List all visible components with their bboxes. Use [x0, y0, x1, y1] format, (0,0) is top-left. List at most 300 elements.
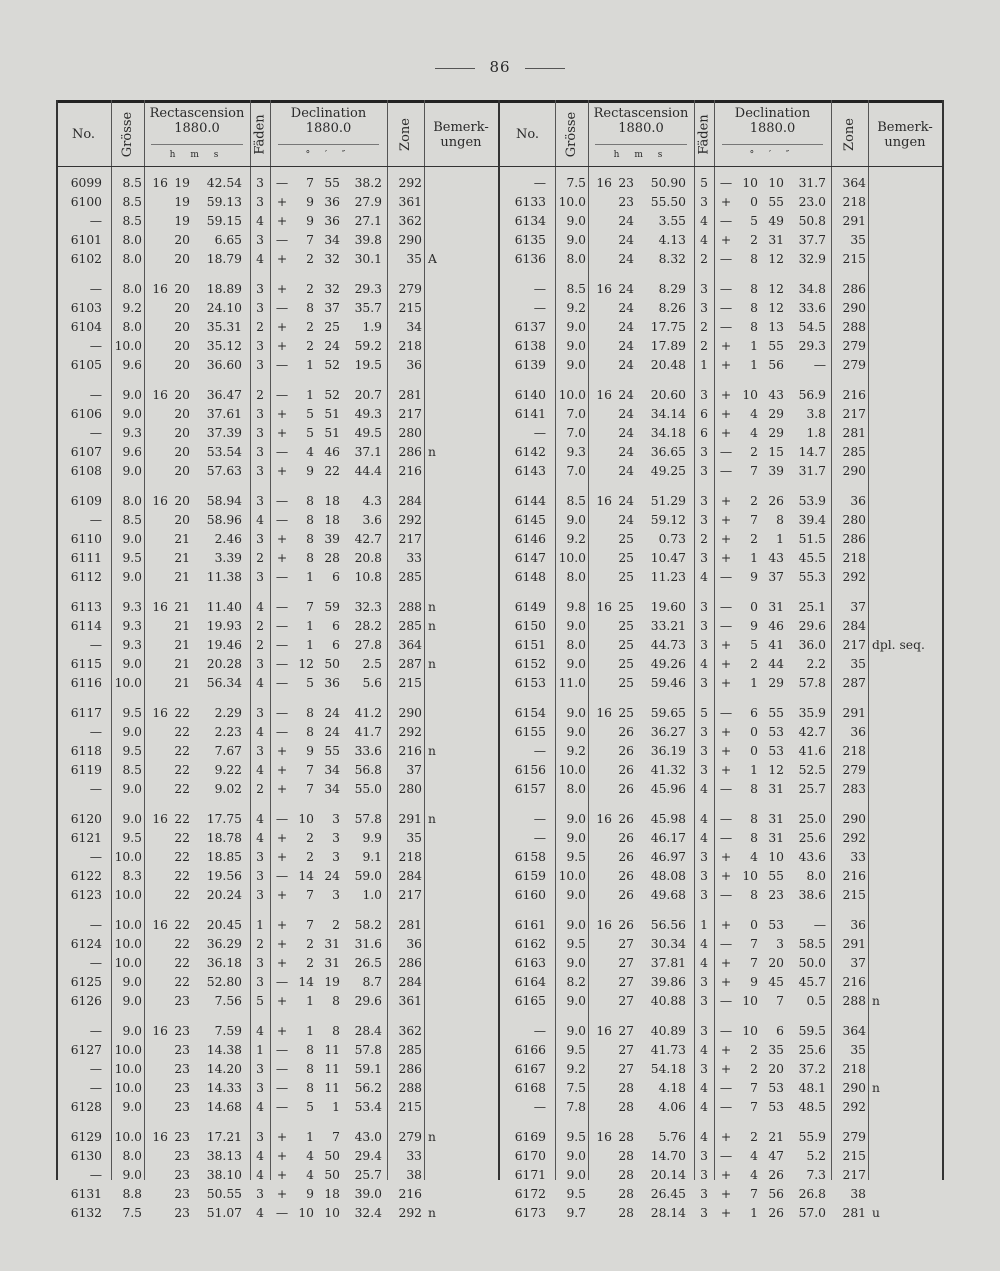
cell-groesse: 8.5	[122, 214, 142, 228]
cell-faeden: 3	[256, 195, 264, 209]
cell-no: 6161	[514, 918, 546, 932]
cell-ra-s: 18.79	[206, 252, 242, 266]
cell-dec-sign: —	[719, 1149, 733, 1163]
cell-groesse: 9.0	[566, 339, 586, 353]
cell-dec-min: 12	[768, 763, 784, 777]
table-row	[56, 231, 500, 250]
table-row	[500, 1128, 944, 1147]
cell-dec-sign: +	[276, 339, 288, 353]
table-row	[500, 568, 944, 587]
cell-ra-s: 14.68	[206, 1100, 242, 1114]
cell-ra-m: 22	[174, 782, 190, 796]
cell-zone: 279	[842, 1130, 866, 1144]
cell-zone: 218	[398, 339, 422, 353]
table-row	[500, 231, 944, 250]
cell-dec-min: 53	[768, 1100, 784, 1114]
cell-dec-deg: 5	[306, 426, 314, 440]
cell-ra-s: 10.47	[650, 551, 686, 565]
cell-no: 6103	[70, 301, 102, 315]
cell-no: 6128	[70, 1100, 102, 1114]
cell-ra-m: 20	[174, 513, 190, 527]
cell-zone: 285	[398, 570, 422, 584]
cell-bemerkung: n	[428, 744, 436, 758]
cell-no: 6142	[514, 445, 546, 459]
cell-ra-s: 52.80	[206, 975, 242, 989]
cell-ra-m: 28	[618, 1206, 634, 1220]
cell-no: 6163	[514, 956, 546, 970]
cell-dec-sec: 19.5	[354, 358, 382, 372]
cell-no: 6134	[514, 214, 546, 228]
cell-zone: 284	[842, 619, 866, 633]
cell-dec-sec: 56.8	[354, 763, 382, 777]
cell-dec-min: 6	[332, 570, 340, 584]
row-group	[56, 1022, 500, 1117]
cell-no: —	[533, 282, 546, 296]
cell-dec-sec: 28.2	[354, 619, 382, 633]
cell-no: —	[89, 638, 102, 652]
cell-groesse: 9.0	[122, 725, 142, 739]
cell-groesse: 9.5	[566, 1130, 586, 1144]
cell-zone: 216	[398, 1187, 422, 1201]
cell-ra-m: 21	[174, 638, 190, 652]
cell-faeden: 1	[700, 358, 708, 372]
cell-faeden: 3	[700, 975, 708, 989]
cell-dec-min: 37	[324, 301, 340, 315]
table-row	[500, 742, 944, 761]
cell-no: —	[89, 1062, 102, 1076]
cell-dec-min: 6	[332, 619, 340, 633]
cell-dec-deg: 8	[306, 532, 314, 546]
cell-zone: 292	[842, 1100, 866, 1114]
cell-groesse: 10.0	[114, 676, 142, 690]
cell-groesse: 9.0	[566, 619, 586, 633]
cell-dec-deg: 6	[750, 706, 758, 720]
table-row	[500, 761, 944, 780]
table-row	[500, 356, 944, 375]
cell-faeden: 6	[700, 426, 708, 440]
cell-no: 6125	[70, 975, 102, 989]
cell-dec-deg: 2	[306, 282, 314, 296]
cell-no: 6102	[70, 252, 102, 266]
cell-faeden: 3	[256, 445, 264, 459]
cell-faeden: 3	[700, 551, 708, 565]
table-row	[500, 655, 944, 674]
cell-zone: 37	[406, 763, 422, 777]
cell-dec-deg: 1	[306, 1024, 314, 1038]
cell-ra-m: 22	[174, 937, 190, 951]
cell-dec-min: 25	[324, 320, 340, 334]
cell-dec-deg: 9	[306, 464, 314, 478]
cell-groesse: 9.0	[566, 831, 586, 845]
cell-faeden: 4	[700, 812, 708, 826]
cell-faeden: 5	[700, 176, 708, 190]
cell-ra-m: 25	[618, 676, 634, 690]
cell-dec-min: 11	[324, 1081, 340, 1095]
cell-faeden: 4	[700, 1100, 708, 1114]
cell-dec-sec: 58.2	[354, 918, 382, 932]
cell-zone: 218	[842, 1062, 866, 1076]
cell-ra-s: 54.18	[650, 1062, 686, 1076]
cell-zone: 361	[398, 994, 422, 1008]
cell-dec-deg: 2	[750, 233, 758, 247]
cell-dec-min: 28	[324, 551, 340, 565]
cell-dec-sign: +	[276, 1187, 288, 1201]
cell-ra-m: 20	[174, 301, 190, 315]
cell-no: —	[89, 214, 102, 228]
cell-faeden: 4	[256, 513, 264, 527]
cell-dec-min: 52	[324, 358, 340, 372]
cell-dec-sign: +	[720, 1043, 732, 1057]
cell-dec-min: 12	[768, 301, 784, 315]
page-number-dash-right	[525, 68, 565, 69]
table-row	[56, 549, 500, 568]
cell-ra-s: 4.13	[658, 233, 686, 247]
row-group	[500, 598, 944, 693]
cell-dec-deg: 8	[306, 1043, 314, 1057]
cell-ra-s: 56.34	[206, 676, 242, 690]
cell-zone: 35	[406, 831, 422, 845]
cell-dec-sec: 55.0	[354, 782, 382, 796]
cell-ra-s: 3.55	[658, 214, 686, 228]
cell-zone: 291	[842, 214, 866, 228]
cell-dec-min: 32	[324, 252, 340, 266]
cell-ra-s: 14.38	[206, 1043, 242, 1057]
cell-dec-sign: +	[720, 233, 732, 247]
cell-zone: 292	[842, 831, 866, 845]
cell-dec-deg: 10	[298, 1206, 314, 1220]
cell-ra-s: 45.96	[650, 782, 686, 796]
cell-ra-m: 26	[618, 782, 634, 796]
cell-faeden: 4	[256, 725, 264, 739]
cell-dec-sec: 30.1	[354, 252, 382, 266]
cell-groesse: 9.3	[566, 445, 586, 459]
cell-dec-sign: +	[276, 1130, 288, 1144]
cell-faeden: 3	[700, 301, 708, 315]
table-row	[500, 250, 944, 269]
header-zone-label: Zone	[398, 118, 413, 151]
table-row	[500, 1185, 944, 1204]
cell-zone: 291	[842, 706, 866, 720]
table-row	[500, 530, 944, 549]
cell-dec-min: 7	[776, 994, 784, 1008]
cell-ra-s: 48.08	[650, 869, 686, 883]
cell-faeden: 3	[256, 464, 264, 478]
cell-dec-min: 11	[324, 1043, 340, 1057]
cell-dec-sign: —	[719, 464, 733, 478]
cell-dec-sec: 53.4	[354, 1100, 382, 1114]
cell-no: 6116	[70, 676, 102, 690]
cell-ra-s: 44.73	[650, 638, 686, 652]
cell-ra-s: 17.75	[650, 320, 686, 334]
cell-dec-sign: +	[720, 1168, 732, 1182]
cell-dec-deg: 1	[306, 994, 314, 1008]
cell-ra-m: 23	[174, 1149, 190, 1163]
cell-no: 6167	[514, 1062, 546, 1076]
cell-zone: 364	[398, 638, 422, 652]
cell-ra-s: 8.32	[658, 252, 686, 266]
cell-dec-deg: 1	[306, 570, 314, 584]
cell-ra-s: 11.23	[650, 570, 686, 584]
cell-ra-m: 24	[618, 445, 634, 459]
cell-dec-sec: 32.9	[798, 252, 826, 266]
cell-dec-sign: +	[720, 339, 732, 353]
cell-groesse: 7.8	[566, 1100, 586, 1114]
cell-zone: 280	[398, 426, 422, 440]
header-ra-epoch: 1880.0	[618, 121, 664, 136]
cell-ra-m: 22	[174, 744, 190, 758]
cell-dec-sec: 8.0	[806, 869, 826, 883]
cell-dec-deg: 1	[306, 619, 314, 633]
cell-dec-sign: +	[720, 676, 732, 690]
cell-groesse: 8.8	[122, 1187, 142, 1201]
cell-zone: 281	[398, 918, 422, 932]
cell-groesse: 7.5	[122, 1206, 142, 1220]
cell-ra-m: 26	[618, 763, 634, 777]
cell-no: 6138	[514, 339, 546, 353]
table-row	[500, 212, 944, 231]
cell-zone: 292	[398, 513, 422, 527]
cell-dec-sec: 37.7	[798, 233, 826, 247]
cell-faeden: 3	[256, 869, 264, 883]
cell-dec-sign: —	[719, 1100, 733, 1114]
cell-faeden: 3	[700, 1062, 708, 1076]
cell-ra-s: 36.60	[206, 358, 242, 372]
cell-ra-s: 36.18	[206, 956, 242, 970]
cell-dec-sign: —	[275, 358, 289, 372]
cell-dec-deg: 0	[750, 725, 758, 739]
cell-groesse: 9.7	[566, 1206, 586, 1220]
cell-zone: 216	[842, 388, 866, 402]
cell-dec-deg: 2	[750, 1062, 758, 1076]
cell-dec-sec: 29.4	[354, 1149, 382, 1163]
cell-ra-m: 23	[174, 1081, 190, 1095]
cell-dec-deg: 8	[306, 706, 314, 720]
cell-zone: 288	[398, 600, 422, 614]
cell-ra-s: 17.75	[206, 812, 242, 826]
cell-no: 6144	[514, 494, 546, 508]
cell-ra-m: 19	[174, 195, 190, 209]
cell-ra-s: 19.56	[206, 869, 242, 883]
cell-dec-sec: 25.7	[798, 782, 826, 796]
cell-no: —	[89, 956, 102, 970]
cell-dec-deg: 8	[750, 782, 758, 796]
cell-dec-min: 56	[768, 358, 784, 372]
cell-ra-m: 24	[618, 358, 634, 372]
cell-faeden: 4	[700, 782, 708, 796]
cell-dec-sec: 36.0	[798, 638, 826, 652]
cell-ra-s: 20.48	[650, 358, 686, 372]
cell-no: —	[533, 1024, 546, 1038]
cell-no: 6143	[514, 464, 546, 478]
cell-groesse: 9.5	[566, 937, 586, 951]
header-bemerk-2: ungen	[884, 134, 926, 150]
cell-dec-sec: 55.3	[798, 570, 826, 584]
cell-groesse: 9.0	[566, 725, 586, 739]
cell-ra-s: 41.73	[650, 1043, 686, 1057]
cell-dec-sign: +	[720, 638, 732, 652]
header-bemerk-1: Bemerk-	[877, 119, 933, 135]
cell-dec-min: 15	[768, 445, 784, 459]
table-row	[56, 462, 500, 481]
cell-no: 6149	[514, 600, 546, 614]
cell-dec-sec: 25.1	[798, 600, 826, 614]
cell-dec-deg: 8	[750, 301, 758, 315]
cell-dec-deg: 5	[750, 638, 758, 652]
cell-ra-s: 2.46	[214, 532, 242, 546]
cell-ra-h: 16	[152, 600, 168, 614]
cell-ra-s: 45.98	[650, 812, 686, 826]
cell-dec-sec: 29.6	[354, 994, 382, 1008]
cell-faeden: 4	[256, 1168, 264, 1182]
cell-zone: 284	[398, 494, 422, 508]
cell-dec-sec: 39.8	[354, 233, 382, 247]
cell-ra-m: 23	[618, 195, 634, 209]
cell-dec-min: 19	[324, 975, 340, 989]
cell-no: 6122	[70, 869, 102, 883]
cell-ra-s: 19.46	[206, 638, 242, 652]
cell-groesse: 10.0	[114, 339, 142, 353]
cell-ra-m: 21	[174, 532, 190, 546]
cell-dec-sec: 45.5	[798, 551, 826, 565]
cell-groesse: 9.0	[122, 388, 142, 402]
cell-zone: 281	[842, 1206, 866, 1220]
cell-ra-s: 59.12	[650, 513, 686, 527]
cell-dec-deg: 7	[306, 600, 314, 614]
cell-ra-m: 24	[618, 320, 634, 334]
table-row	[56, 761, 500, 780]
cell-ra-m: 26	[618, 888, 634, 902]
cell-groesse: 9.0	[566, 358, 586, 372]
cell-ra-s: 38.10	[206, 1168, 242, 1182]
cell-dec-sign: +	[720, 657, 732, 671]
cell-dec-deg: 7	[306, 888, 314, 902]
cell-faeden: 2	[256, 638, 264, 652]
cell-ra-s: 5.76	[658, 1130, 686, 1144]
cell-ra-m: 20	[174, 282, 190, 296]
cell-groesse: 9.0	[566, 214, 586, 228]
cell-ra-s: 2.23	[214, 725, 242, 739]
cell-dec-min: 20	[768, 1062, 784, 1076]
table-row	[500, 174, 944, 193]
header-zone-label: Zone	[842, 118, 857, 151]
table-row	[56, 511, 500, 530]
cell-dec-sign: —	[719, 214, 733, 228]
cell-faeden: 3	[256, 1187, 264, 1201]
cell-faeden: 3	[256, 282, 264, 296]
cell-ra-m: 22	[174, 888, 190, 902]
header-ra-units: h m s	[595, 144, 686, 163]
cell-no: —	[89, 282, 102, 296]
cell-faeden: 4	[700, 214, 708, 228]
cell-dec-sign: +	[720, 513, 732, 527]
cell-faeden: 2	[256, 320, 264, 334]
cell-faeden: 1	[256, 1043, 264, 1057]
cell-dec-min: 31	[768, 233, 784, 247]
cell-ra-s: 46.97	[650, 850, 686, 864]
table-row	[500, 492, 944, 511]
cell-ra-m: 24	[618, 301, 634, 315]
cell-dec-min: 18	[324, 1187, 340, 1201]
table-row	[500, 424, 944, 443]
cell-ra-m: 24	[618, 388, 634, 402]
cell-groesse: 9.6	[122, 358, 142, 372]
cell-faeden: 3	[700, 445, 708, 459]
cell-dec-min: 55	[768, 706, 784, 720]
cell-dec-sign: —	[275, 1062, 289, 1076]
cell-groesse: 9.0	[122, 464, 142, 478]
cell-zone: 38	[406, 1168, 422, 1182]
cell-dec-min: 53	[768, 725, 784, 739]
cell-no: —	[89, 339, 102, 353]
page-number	[0, 58, 1000, 76]
table-row	[56, 1060, 500, 1079]
cell-zone: 290	[842, 464, 866, 478]
cell-bemerkung: n	[428, 600, 436, 614]
cell-dec-deg: 9	[750, 570, 758, 584]
cell-dec-sec: 48.1	[798, 1081, 826, 1095]
cell-groesse: 8.0	[122, 282, 142, 296]
header-no-label: No.	[71, 127, 96, 142]
cell-dec-sec: 5.2	[806, 1149, 826, 1163]
cell-dec-deg: 2	[306, 956, 314, 970]
cell-dec-sign: +	[720, 407, 732, 421]
cell-dec-sec: 35.7	[354, 301, 382, 315]
cell-dec-deg: 9	[306, 214, 314, 228]
cell-faeden: 3	[700, 638, 708, 652]
cell-ra-s: 34.14	[650, 407, 686, 421]
cell-no: 6126	[70, 994, 102, 1008]
cell-faeden: 1	[256, 918, 264, 932]
cell-zone: 292	[398, 1206, 422, 1220]
cell-dec-sec: 29.3	[798, 339, 826, 353]
cell-dec-deg: 10	[742, 994, 758, 1008]
table-row	[56, 780, 500, 799]
cell-groesse: 9.5	[122, 744, 142, 758]
cell-dec-deg: 7	[750, 1081, 758, 1095]
cell-ra-m: 22	[174, 725, 190, 739]
cell-ra-m: 28	[618, 1081, 634, 1095]
table-row	[500, 299, 944, 318]
cell-ra-s: 11.40	[206, 600, 242, 614]
cell-groesse: 9.5	[122, 551, 142, 565]
cell-zone: 216	[398, 464, 422, 478]
cell-faeden: 3	[256, 1130, 264, 1144]
cell-zone: 281	[398, 388, 422, 402]
table-row	[500, 1147, 944, 1166]
cell-dec-sec: 2.5	[362, 657, 382, 671]
cell-dec-sign: —	[719, 782, 733, 796]
cell-groesse: 9.5	[122, 831, 142, 845]
cell-bemerkung: n	[428, 657, 436, 671]
cell-ra-s: 8.26	[658, 301, 686, 315]
table-row	[500, 954, 944, 973]
cell-dec-sec: 3.6	[362, 513, 382, 527]
cell-dec-deg: 8	[306, 1062, 314, 1076]
cell-groesse: 8.0	[566, 638, 586, 652]
table-row	[56, 280, 500, 299]
cell-dec-min: 3	[332, 850, 340, 864]
cell-groesse: 9.0	[566, 233, 586, 247]
cell-ra-m: 20	[174, 252, 190, 266]
table-row	[56, 299, 500, 318]
header-dec-epoch: 1880.0	[749, 121, 796, 136]
cell-ra-m: 26	[618, 725, 634, 739]
cell-bemerkung: n	[428, 1130, 436, 1144]
cell-faeden: 4	[700, 831, 708, 845]
cell-no: 6169	[514, 1130, 546, 1144]
cell-dec-deg: 10	[742, 1024, 758, 1038]
cell-dec-deg: 0	[750, 744, 758, 758]
